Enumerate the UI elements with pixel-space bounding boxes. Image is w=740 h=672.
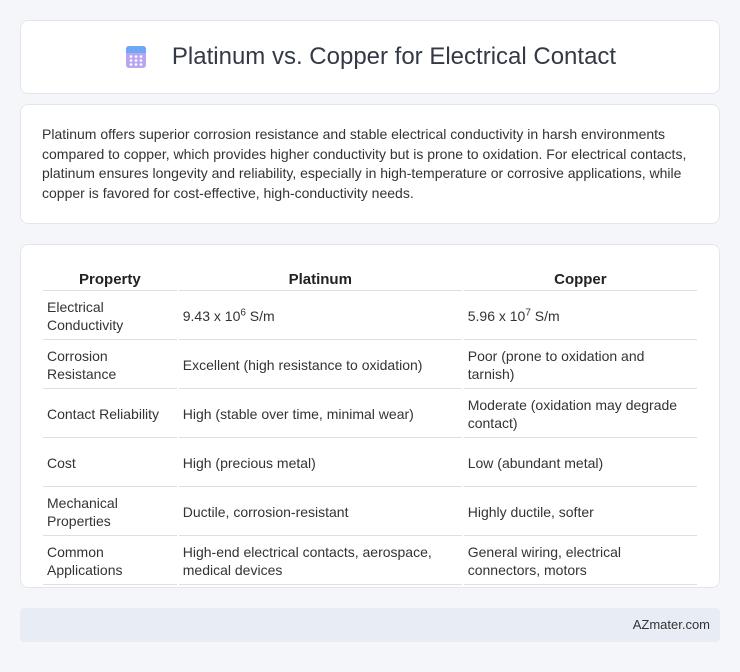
table-row bbox=[43, 342, 697, 389]
value-unit: S/m bbox=[245, 308, 275, 324]
cell-platinum: Ductile, corrosion-resistant bbox=[179, 489, 462, 536]
value-base: 5.96 x 10 bbox=[467, 308, 526, 324]
table-row bbox=[43, 489, 697, 536]
cell-platinum: High (precious metal) bbox=[179, 440, 462, 487]
cell-platinum bbox=[179, 293, 462, 340]
table-row bbox=[43, 293, 697, 340]
cell-copper: Poor (prone to oxidation and tarnish) bbox=[464, 342, 697, 389]
footer-brand: AZmater.com bbox=[632, 617, 710, 632]
value-base: 9.43 x 10 bbox=[182, 308, 241, 324]
table-row bbox=[43, 440, 697, 487]
intro-paragraph: Platinum offers superior corrosion resistance and stable electrical conductivity in harsh environments compared to copper, which provides higher conductivity but is prone to oxidation. For electrical contacts, platinum ensures longevity and reliability, especially in high-temperature or corrosive applications, while copper is favored for cost-effective, high-conductivity needs. bbox=[42, 126, 687, 201]
cell-copper: General wiring, electrical connectors, motors bbox=[464, 538, 697, 585]
intro-card bbox=[20, 104, 720, 224]
cell-property: Mechanical Properties bbox=[43, 489, 177, 536]
comparison-table bbox=[41, 263, 699, 587]
table-row bbox=[43, 538, 697, 585]
cell-platinum: High-end electrical contacts, aerospace, medical devices bbox=[179, 538, 462, 585]
cell-property: Contact Reliability bbox=[43, 391, 177, 438]
cell-platinum: Excellent (high resistance to oxidation) bbox=[179, 342, 462, 389]
cell-property: Common Applications bbox=[43, 538, 177, 585]
value-exponent: 6 bbox=[240, 307, 246, 319]
value-unit: S/m bbox=[530, 308, 560, 324]
cell-property: Corrosion Resistance bbox=[43, 342, 177, 389]
footer bbox=[20, 608, 720, 642]
table-row bbox=[43, 391, 697, 438]
cell-copper: Highly ductile, softer bbox=[464, 489, 697, 536]
value-exponent: 7 bbox=[525, 307, 531, 319]
cell-property: Electrical Conductivity bbox=[43, 293, 177, 340]
calculator-icon bbox=[124, 45, 148, 69]
table-header-row bbox=[43, 265, 697, 291]
title-card bbox=[20, 20, 720, 94]
cell-property: Cost bbox=[43, 440, 177, 487]
cell-copper: Low (abundant metal) bbox=[464, 440, 697, 487]
page-title: Platinum vs. Copper for Electrical Contact bbox=[171, 43, 617, 70]
cell-copper: Moderate (oxidation may degrade contact) bbox=[464, 391, 697, 438]
header-property: Property bbox=[43, 265, 177, 291]
cell-platinum: High (stable over time, minimal wear) bbox=[179, 391, 462, 438]
comparison-table-card bbox=[20, 244, 720, 588]
header-copper: Copper bbox=[464, 265, 697, 291]
cell-copper bbox=[464, 293, 697, 340]
header-platinum: Platinum bbox=[179, 265, 462, 291]
